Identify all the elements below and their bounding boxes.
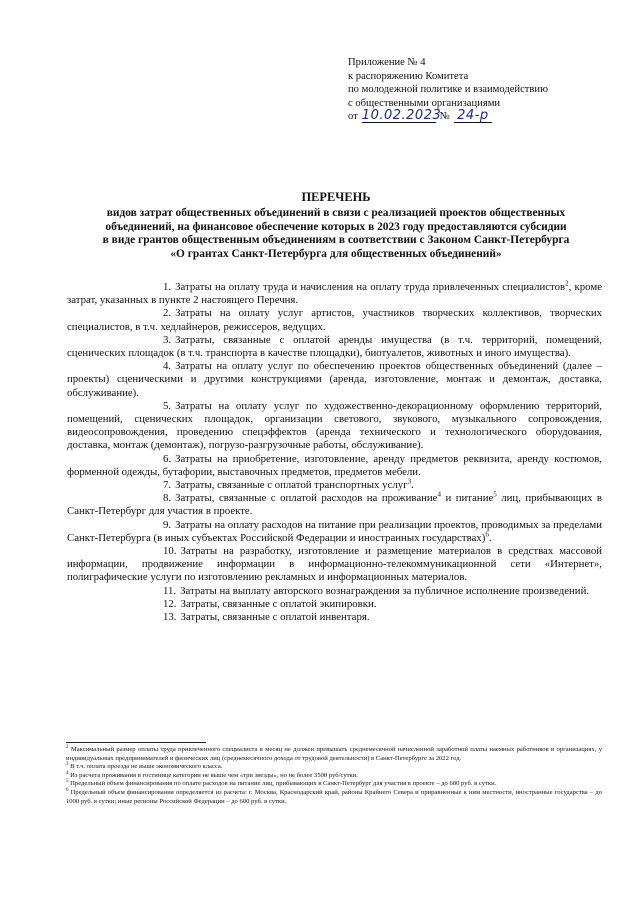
list-item (67, 281, 602, 307)
title-main: ПЕРЕЧЕНЬ (301, 190, 371, 204)
footnote-text: Из расчета проживания в гостинице категории не выше чем «три звезды», но не более 3500 руб/сутки. (68, 771, 358, 779)
item-text: . (488, 531, 492, 544)
footnote-text: Предельный объем финансирования определяется из расчета: г. Москва, Краснодарский край, районы Крайнего Севера и приравненные к ним местности, иностранные государства – до 1000 руб. в сутки; иные регионы Российской Федерации – до 600 руб. в сутки. (66, 788, 602, 805)
footnote-divider (66, 742, 206, 743)
item-text: Затраты, связанные с оплатой транспортных услуг (175, 479, 408, 492)
item-number: 1. (163, 281, 172, 293)
item-number: 8. (163, 492, 172, 505)
annex-line-2: к распоряжению Комитета (348, 70, 469, 82)
annex-header (348, 56, 610, 124)
footnote-ref: 5 (493, 490, 497, 499)
footnote (66, 780, 602, 789)
item-text: Затраты на разработку, изготовление и размещение материалов в средствах массовой информации, продвижение информации в информационно-телекоммуникационной сети «Интернет», полиграфические услуги по изготовлению рекламных и информационных материалов. (67, 545, 602, 584)
footnote-text: Максимальный размер оплаты труда привлеченного специалиста в месяц не должен превышать среднемесячной начисленной заработной платы наемных работников в организациях, у индивидуальных предпринимателей и физических лиц (среднемесячного дохода от трудовой деятельности) в Санкт-Петербурге за 2022 год. (66, 746, 602, 762)
footnote (66, 789, 602, 806)
item-text: . (411, 479, 414, 492)
annex-line-1: Приложение № 4 (348, 57, 426, 68)
list-item (67, 307, 602, 333)
item-text: Затраты на оплату расходов на питание при реализации проектов, проводимых за пределами Санкт-Петербурга (в иных субъектах Российской Федерации и иностранных государствах) (67, 518, 602, 544)
document-title (66, 191, 606, 261)
footnote (66, 763, 602, 772)
item-text: Затраты на оплату услуг по художественно-декорационному оформлению территорий, помещений, сценических площадок, организации светового, звукового, музыкального сопровождения, видеосопровождения, проведению спецэффектов (аренда технического и технологического оборудования, доставка, монтаж (демонтаж), погрузо-разгрузочные работы, обслуживание). (67, 399, 602, 452)
item-text: Затраты, связанные с оплатой аренды имущества (в т.ч. территорий, помещений, сценических площадок (в т.ч. транспорта в качестве площадки), биотуалетов, животных и иного имущества). (67, 333, 602, 360)
list-item (67, 519, 602, 545)
item-number: 11. (163, 584, 177, 597)
item-text: Затраты на выплату авторского вознаграждения за публичное исполнение произведений. (180, 584, 590, 597)
item-text: Затраты на оплату услуг по обеспечению проектов общественных объединений (далее – проекты) сценическими и другими конструкциями (аренда, изготовление, монтаж и демонтаж, доставка, обслуживание). (67, 360, 602, 399)
item-text: Затраты на оплату услуг артистов, участников творческих коллективов, творческих специалистов, в т.ч. хедлайнеров, режиссеров, ведущих. (67, 307, 602, 333)
item-number: 2. (163, 307, 172, 320)
footnote-ref: 2 (565, 279, 569, 288)
item-number: 3. (163, 333, 172, 346)
list-item (67, 334, 602, 360)
annex-date-line (348, 110, 610, 124)
item-text: лиц, прибывающих в Санкт-Петербург для участия в проекте. (67, 492, 602, 518)
item-number: 4. (163, 360, 172, 373)
item-text: Затраты, связанные с оплатой расходов на проживание (175, 492, 438, 505)
title-line-1: видов затрат общественных объединений в связи с реализацией проектов общественных (106, 207, 566, 220)
handwritten-date: 10.02.2023 (361, 108, 442, 124)
footnote-text: В т.ч. оплата проезда не выше экономического класса. (68, 763, 223, 771)
footnote-ref: 6 (485, 530, 489, 539)
list-item (67, 598, 602, 611)
item-number: 9. (163, 518, 172, 531)
footnote-marker: 4 (66, 770, 69, 776)
footnote-marker: 5 (66, 779, 69, 785)
footnote-marker: 6 (66, 787, 69, 793)
list-item (67, 585, 602, 598)
footnote-text: Предельный объем финансирования по оплате расходов на питание лиц, прибывающих в Санкт-Петербург для участия в проекте – до 600 руб. в сутки. (68, 780, 497, 788)
footnote-ref: 3 (407, 477, 412, 486)
item-number: 10. (163, 545, 177, 558)
list-item (67, 545, 602, 585)
list-item (67, 453, 602, 479)
item-text: Затраты, связанные с оплатой инвентаря. (180, 611, 370, 624)
date-prefix: от (348, 111, 358, 123)
number-label: № (439, 111, 450, 123)
item-number: 6. (163, 452, 172, 465)
item-number: 12. (163, 597, 177, 610)
list-item (67, 492, 602, 518)
footnote (66, 746, 602, 763)
item-text: Затраты на оплату труда и начисления на оплату труда привлеченных специалистов (175, 281, 566, 293)
item-text: и питание (440, 492, 494, 505)
annex-line-4: с общественными организациями (348, 97, 501, 109)
item-number: 5. (163, 399, 172, 412)
item-text: Затраты, связанные с оплатой экипировки. (180, 597, 377, 610)
item-number: 13. (163, 611, 177, 624)
item-text: Затраты на приобретение, изготовление, аренду предметов реквизита, аренду костюмов, форменной одежды, бутафории, выставочных предметов, предметов мебели. (67, 452, 602, 478)
item-text: , кроме затрат, указанных в пункте 2 настоящего Перечня. (67, 281, 602, 307)
annex-line-3: по молодежной политике и взаимодействию (348, 84, 549, 96)
title-line-2: объединений, на финансовое обеспечение которых в 2023 году предоставляются субсидии (105, 220, 567, 233)
handwritten-number: 24-р (454, 110, 492, 123)
list-item (67, 400, 602, 453)
title-line-3: в виде грантов общественным объединениям в соответствии с Законом Санкт-Петербурга (102, 234, 570, 247)
list-item (67, 611, 602, 624)
footnote-marker: 3 (66, 762, 69, 767)
list-item (67, 360, 602, 400)
expense-list (67, 281, 602, 624)
title-line-4: «О грантах Санкт-Петербурга для общественных объединений» (170, 247, 502, 260)
footnote-ref: 4 (437, 490, 441, 499)
item-number: 7. (163, 479, 172, 492)
list-item (67, 479, 602, 492)
footnotes (66, 746, 602, 806)
footnote-marker: 2 (66, 744, 69, 750)
